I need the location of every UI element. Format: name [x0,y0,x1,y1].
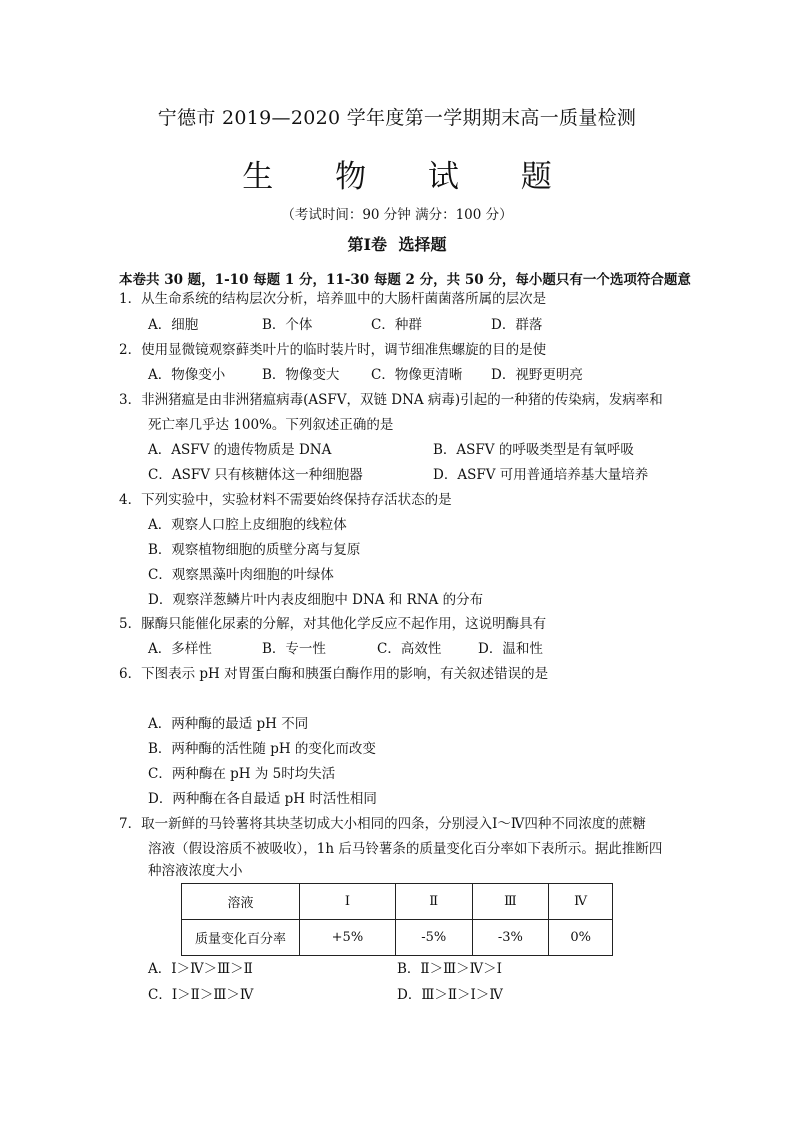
question-5-option-a: A．多样性 [148,641,212,657]
question-2-option-b: B．物像变大 [262,367,340,383]
question-7-option-c: C．Ⅰ＞Ⅱ＞Ⅲ＞Ⅳ [148,987,254,1003]
question-6-option-c: C．两种酶在 pH 为 5时均失活 [148,766,336,782]
question-4-stem: 4．下列实验中，实验材料不需要始终保持存活状态的是 [119,492,452,508]
question-7-stem-line-3: 种溶液浓度大小 [148,863,243,879]
question-6-stem: 6．下图表示 pH 对胃蛋白酶和胰蛋白酶作用的影响，有关叙述错误的是 [119,666,549,682]
question-1-stem: 1．从生命系统的结构层次分析，培养皿中的大肠杆菌菌落所属的层次是 [119,291,547,307]
question-4-option-d: D．观察洋葱鳞片叶内表皮细胞中 DNA 和 RNA 的分布 [148,592,484,608]
question-7-option-a: A．Ⅰ＞Ⅳ＞Ⅲ＞Ⅱ [148,961,253,977]
table-header-cell: Ⅲ [472,884,549,920]
question-7-option-b: B．Ⅱ＞Ⅲ＞Ⅳ＞Ⅰ [397,961,502,977]
question-2-option-a: A．物像变小 [148,367,226,383]
question-4-option-c: C．观察黑藻叶肉细胞的叶绿体 [148,567,334,583]
question-3-stem-line-2: 死亡率几乎达 100%。下列叙述正确的是 [148,417,394,433]
question-2-option-d: D．视野更明亮 [491,367,583,383]
table-cell: 质量变化百分率 [182,920,300,956]
question-1-option-a: A．细胞 [148,317,199,333]
question-3-stem-line-1: 3．非洲猪瘟是由非洲猪瘟病毒(ASFV，双链 DNA 病毒)引起的一种猪的传染病，发病率和 [119,392,663,408]
question-7-stem-line-2: 溶液（假设溶质不被吸收），1h 后马铃薯条的质量变化百分率如下表所示。据此推断四 [148,841,663,857]
question-6-option-b: B．两种酶的活性随 pH 的变化而改变 [148,741,376,757]
table-cell: -3% [472,920,549,956]
question-6-option-a: A．两种酶的最适 pH 不同 [148,716,309,732]
question-3-option-b: B．ASFV 的呼吸类型是有氧呼吸 [433,442,634,458]
sucrose-solution-table [181,883,613,956]
table-cell: 0% [549,920,613,956]
exam-info: （考试时间：90 分钟 满分：100 分） [281,207,513,223]
section-title: 第Ⅰ卷 选择题 [347,235,447,254]
question-3-option-d: D．ASFV 可用普通培养基大量培养 [433,467,649,483]
table-header-cell: 溶液 [182,884,300,920]
question-3-option-a: A．ASFV 的遗传物质是 DNA [148,442,332,458]
question-5-option-d: D．温和性 [478,641,543,657]
exam-header-title: 宁德市 2019—2020 学年度第一学期期末高一质量检测 [157,107,637,129]
table-header-row [182,884,613,920]
subject-title: 生 物 试 题 [242,159,578,195]
question-7-stem-line-1: 7．取一新鲜的马铃薯将其块茎切成大小相同的四条，分别浸入Ⅰ～Ⅳ四种不同浓度的蔗糖 [119,816,646,832]
question-5-option-c: C．高效性 [377,641,442,657]
question-4-option-b: B．观察植物细胞的质壁分离与复原 [148,542,361,558]
table-header-cell: Ⅳ [549,884,613,920]
question-7-option-d: D．Ⅲ＞Ⅱ＞Ⅰ＞Ⅳ [397,987,503,1003]
question-5-option-b: B．专一性 [262,641,326,657]
question-3-option-c: C．ASFV 只有核糖体这一种细胞器 [148,467,363,483]
table-header-cell: Ⅰ [300,884,396,920]
question-2-stem: 2．使用显微镜观察藓类叶片的临时装片时，调节细准焦螺旋的目的是使 [119,342,547,358]
question-1-option-b: B．个体 [262,317,313,333]
table-cell: +5% [300,920,396,956]
table-cell: -5% [395,920,472,956]
question-5-stem: 5．脲酶只能催化尿素的分解，对其他化学反应不起作用，这说明酶具有 [119,616,547,632]
question-1-option-c: C．种群 [371,317,422,333]
table-row [182,920,613,956]
question-1-option-d: D．群落 [491,317,543,333]
question-4-option-a: A．观察人口腔上皮细胞的线粒体 [148,517,347,533]
question-2-option-c: C．物像更清晰 [371,367,463,383]
table-header-cell: Ⅱ [395,884,472,920]
question-6-option-d: D．两种酶在各自最适 pH 时活性相同 [148,791,377,807]
section-instructions: 本卷共 30 题，1-10 每题 1 分，11-30 每题 2 分，共 50 分，每小题只有一个选项符合题意 [119,272,691,288]
